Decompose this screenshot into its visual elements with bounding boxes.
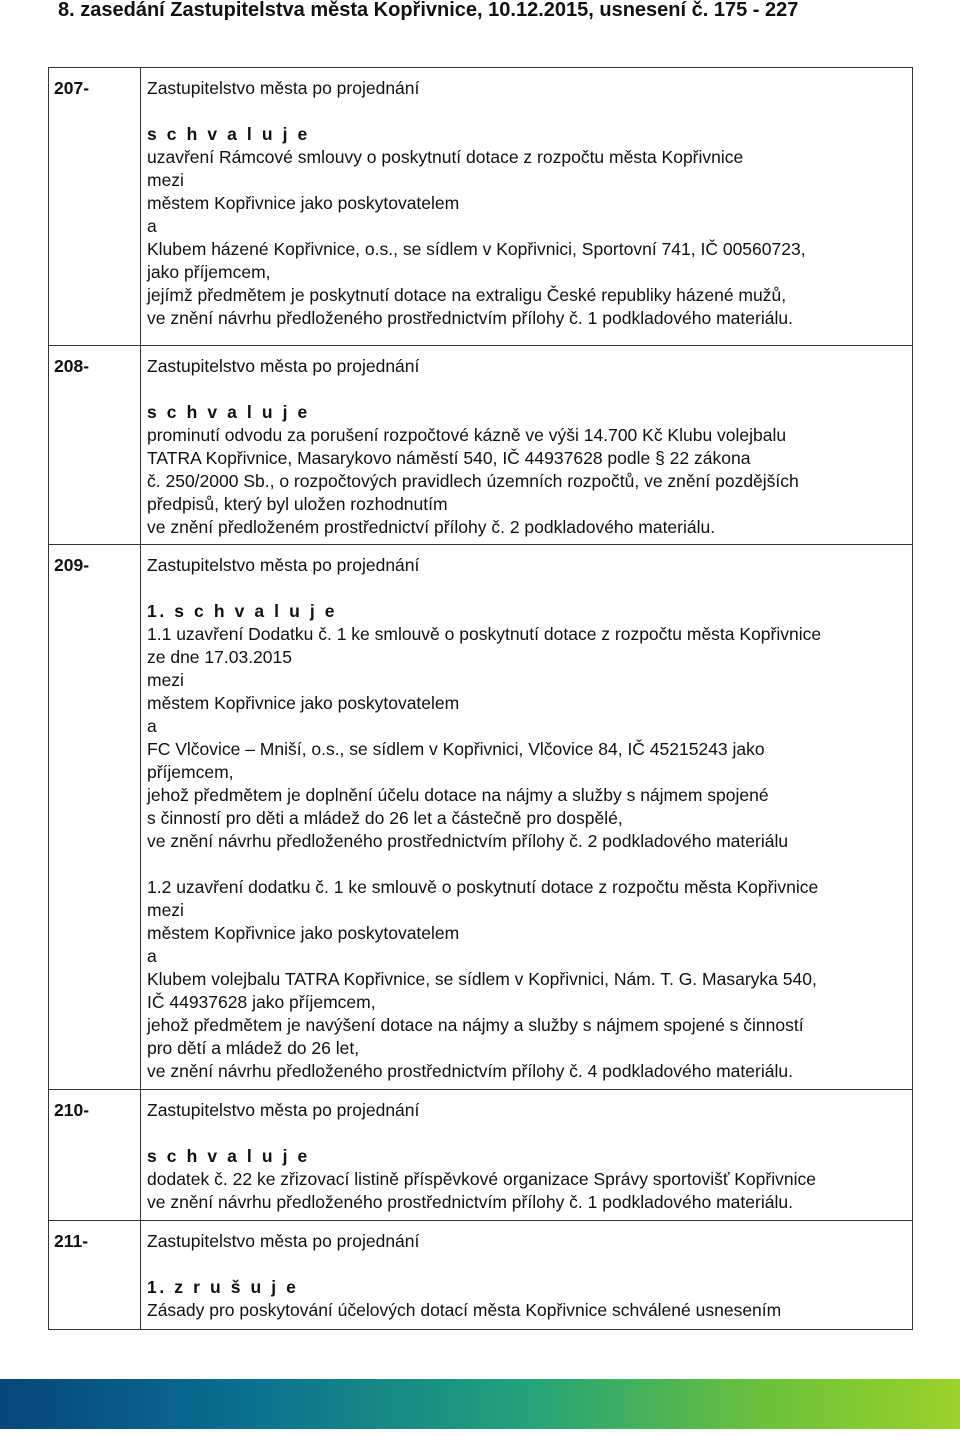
resolution-number: 211- [49, 1221, 141, 1330]
resolution-text [141, 346, 913, 545]
text-line: TATRA Kopřivnice, Masarykovo náměstí 540, IČ 44937628 podle § 22 zákona [147, 448, 751, 468]
text-line: ve znění návrhu předloženého prostřednictvím přílohy č. 1 podkladového materiálu. [147, 308, 793, 328]
decision-verb: s c h v a l u j e [147, 1146, 310, 1166]
text-line: prominutí odvodu za porušení rozpočtové kázně ve výši 14.700 Kč Klubu volejbalu [147, 425, 787, 445]
text-line: městem Kopřivnice jako poskytovatelem [147, 693, 460, 713]
footer-gradient-bar [0, 1379, 960, 1429]
text-line: předpisů, který byl uložen rozhodnutím [147, 494, 448, 514]
decision-verb: 1. z r u š u j e [147, 1277, 299, 1297]
text-line: jehož předmětem je doplnění účelu dotace na nájmy a služby s nájmem spojené [147, 785, 769, 805]
text-line: FC Vlčovice – Mniší, o.s., se sídlem v Kopřivnici, Vlčovice 84, IČ 45215243 jako [147, 739, 765, 759]
text-line: č. 250/2000 Sb., o rozpočtových pravidlech územních rozpočtů, ve znění pozdějších [147, 471, 799, 491]
table-row [49, 545, 913, 1090]
text-line: jehož předmětem je navýšení dotace na nájmy a služby s nájmem spojené s činností [147, 1015, 804, 1035]
resolution-number: 207- [49, 68, 141, 346]
text-line: a [147, 216, 157, 236]
text-line: s činností pro děti a mládež do 26 let a částečně pro dospělé, [147, 808, 623, 828]
text-line: mezi [147, 900, 184, 920]
intro-line: Zastupitelstvo města po projednání [147, 555, 420, 575]
decision-verb: s c h v a l u j e [147, 402, 310, 422]
text-line: příjemcem, [147, 762, 234, 782]
text-line: a [147, 716, 157, 736]
text-line: IČ 44937628 jako příjemcem, [147, 992, 376, 1012]
resolution-text [141, 68, 913, 346]
text-line: pro dětí a mládež do 26 let, [147, 1038, 360, 1058]
text-line: ve znění návrhu předloženého prostřednictvím přílohy č. 2 podkladového materiálu [147, 831, 789, 851]
intro-line: Zastupitelstvo města po projednání [147, 356, 420, 376]
table-row [49, 1090, 913, 1221]
resolution-number: 210- [49, 1090, 141, 1221]
resolution-text [141, 1090, 913, 1221]
text-line: ze dne 17.03.2015 [147, 647, 292, 667]
intro-line: Zastupitelstvo města po projednání [147, 1100, 420, 1120]
decision-verb: s c h v a l u j e [147, 124, 310, 144]
text-line: jejímž předmětem je poskytnutí dotace na extraligu České republiky házené mužů, [147, 285, 787, 305]
text-line: Klubem házené Kopřivnice, o.s., se sídlem v Kopřivnici, Sportovní 741, IČ 00560723, [147, 239, 806, 259]
text-line: mezi [147, 670, 184, 690]
text-line: uzavření Rámcové smlouvy o poskytnutí dotace z rozpočtu města Kopřivnice [147, 147, 744, 167]
table-row [49, 68, 913, 346]
text-line: a [147, 946, 157, 966]
text-line: jako příjemcem, [147, 262, 271, 282]
text-line: městem Kopřivnice jako poskytovatelem [147, 923, 460, 943]
resolution-number: 209- [49, 545, 141, 1090]
resolution-text [141, 545, 913, 1090]
resolution-number: 208- [49, 346, 141, 545]
text-line: ve znění předloženém prostřednictví přílohy č. 2 podkladového materiálu. [147, 517, 716, 537]
text-line: Klubem volejbalu TATRA Kopřivnice, se sídlem v Kopřivnici, Nám. T. G. Masaryka 540, [147, 969, 817, 989]
page-title: 8. zasedání Zastupitelstva města Kopřivnice, 10.12.2015, usnesení č. 175 - 227 [58, 0, 799, 21]
intro-line: Zastupitelstvo města po projednání [147, 78, 420, 98]
decision-verb: 1. s c h v a l u j e [147, 601, 338, 621]
text-line: Zásady pro poskytování účelových dotací města Kopřivnice schválené usnesením [147, 1300, 782, 1320]
text-line: ve znění návrhu předloženého prostřednictvím přílohy č. 1 podkladového materiálu. [147, 1192, 793, 1212]
table-row [49, 346, 913, 545]
text-line: 1.2 uzavření dodatku č. 1 ke smlouvě o poskytnutí dotace z rozpočtu města Kopřivnice [147, 877, 819, 897]
resolutions-table [48, 67, 913, 1330]
text-line: mezi [147, 170, 184, 190]
text-line: ve znění návrhu předloženého prostřednictvím přílohy č. 4 podkladového materiálu. [147, 1061, 793, 1081]
intro-line: Zastupitelstvo města po projednání [147, 1231, 420, 1251]
table-row [49, 1221, 913, 1330]
text-line: 1.1 uzavření Dodatku č. 1 ke smlouvě o poskytnutí dotace z rozpočtu města Kopřivnice [147, 624, 822, 644]
text-line: městem Kopřivnice jako poskytovatelem [147, 193, 460, 213]
resolution-text [141, 1221, 913, 1330]
text-line: dodatek č. 22 ke zřizovací listině příspěvkové organizace Správy sportovišť Kopřivnice [147, 1169, 816, 1189]
